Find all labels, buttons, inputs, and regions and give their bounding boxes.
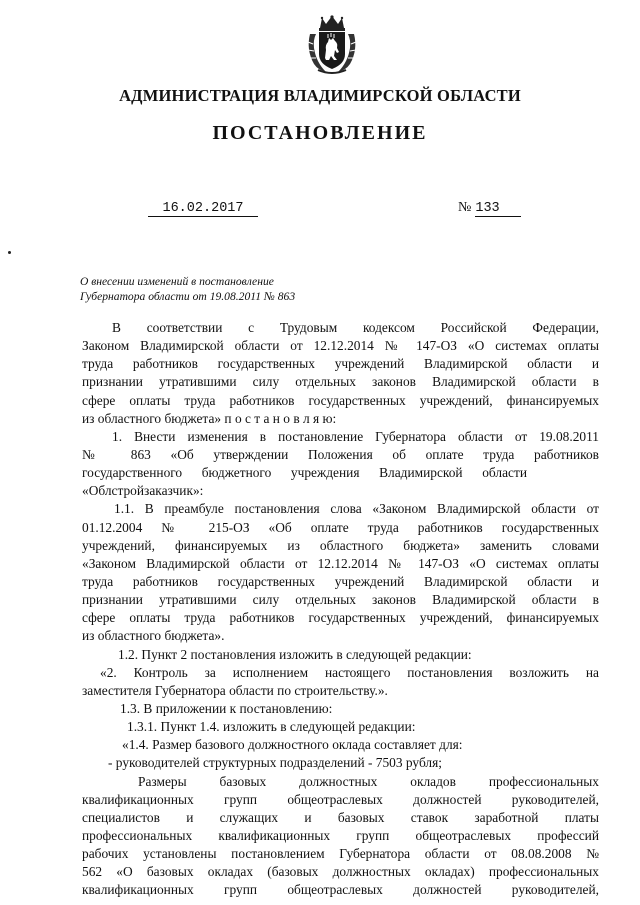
body-line: специалистов и служащих и базовых ставок заработной платы — [82, 809, 599, 825]
body-line: сфере оплаты труда работников государственных учреждений, финансируемых — [82, 392, 599, 408]
body-line: профессиональных квалификационных групп общеотраслевых профессий — [82, 827, 599, 843]
body-line: «Облстройзаказчик»: — [82, 483, 204, 499]
subject-line: Губернатора области от 19.08.2011 № 863 — [80, 290, 296, 303]
document-date: 16.02.2017 — [148, 202, 258, 217]
subject-line: О внесении изменений в постановление — [80, 275, 274, 288]
body-line: 1.1. В преамбуле постановления слова «Законом Владимирской области от — [114, 501, 599, 517]
number-sign: № — [458, 200, 472, 215]
coat-of-arms-icon — [304, 14, 360, 76]
body-line: из областного бюджета» п о с т а н о в л я ю: — [82, 410, 337, 426]
document-subject — [80, 274, 295, 304]
document-number — [458, 200, 521, 217]
body-line: Законом Владимирской области от 12.12.2014 № 147-ОЗ «О системах оплаты — [82, 338, 599, 354]
body-line: «Законом Владимирской области от 12.12.2014 № 147-ОЗ «О системах оплаты — [82, 555, 599, 571]
body-line: учреждений, финансируемых из областного бюджета» заменить словами — [82, 537, 599, 553]
body-line: В соответствии с Трудовым кодексом Российской Федерации, — [112, 320, 599, 335]
body-line: квалификационных групп общеотраслевых должностей руководителей, — [82, 882, 599, 898]
body-line: рабочих установлены постановлением Губернатора области от 08.08.2008 № — [82, 846, 599, 862]
body-line: признании утратившими силу отдельных законов Владимирской области в — [82, 374, 599, 390]
document-body — [82, 319, 599, 900]
body-line: - руководителей структурных подразделений - 7503 рубля; — [108, 755, 442, 771]
body-line: «1.4. Размер базового должностного оклада составляет для: — [122, 737, 463, 753]
body-line: признании утратившими силу отдельных законов Владимирской области в — [82, 592, 599, 608]
body-line: сфере оплаты труда работников государственных учреждений, финансируемых — [82, 610, 599, 626]
body-line: 1.3.1. Пункт 1.4. изложить в следующей редакции: — [127, 719, 416, 735]
body-line: 01.12.2004 № 215-ОЗ «Об оплате труда работников государственных — [82, 519, 599, 535]
body-line: из областного бюджета». — [82, 628, 225, 644]
document-type-heading: ПОСТАНОВЛЕНИЕ — [212, 122, 428, 144]
body-line: 562 «О базовых окладах (базовых должностных окладах) профессиональных — [82, 864, 599, 880]
body-line: «2. Контроль за исполнением настоящего постановления возложить на — [100, 664, 599, 680]
body-line: Размеры базовых должностных окладов профессиональных — [138, 773, 599, 789]
body-line: квалификационных групп общеотраслевых должностей руководителей, — [82, 791, 599, 807]
body-line: государственного бюджетного учреждения Владимирской области — [82, 465, 527, 481]
body-line: труда работников государственных учреждений Владимирской области и — [82, 356, 599, 372]
margin-dot — [8, 251, 11, 254]
body-line: 1.3. В приложении к постановлению: — [120, 700, 333, 716]
body-line: труда работников государственных учреждений Владимирской области и — [82, 573, 599, 589]
number-value: 133 — [475, 202, 521, 217]
body-line: 1. Внести изменения в постановление Губернатора области от 19.08.2011 — [112, 428, 599, 444]
organization-title: АДМИНИСТРАЦИЯ ВЛАДИМИРСКОЙ ОБЛАСТИ — [119, 86, 521, 105]
body-line: № 863 «Об утверждении Положения об оплате труда работников — [82, 446, 599, 462]
body-line: заместителя Губернатора области по строительству.». — [82, 682, 388, 698]
body-line: 1.2. Пункт 2 постановления изложить в следующей редакции: — [118, 646, 472, 662]
